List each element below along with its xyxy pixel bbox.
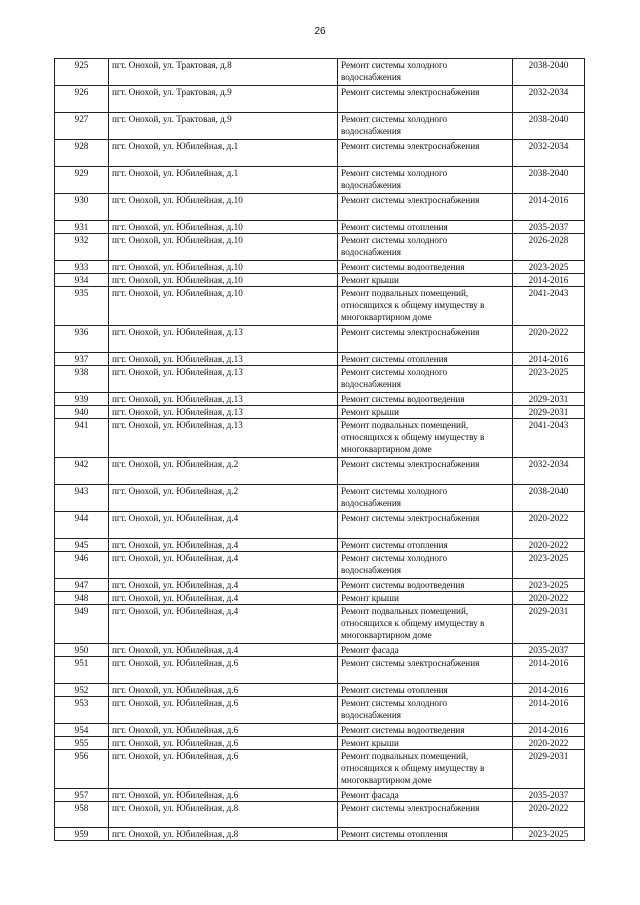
period-cell: 2029-2031 <box>513 750 585 789</box>
table-row <box>55 167 585 194</box>
period-cell: 2032-2034 <box>513 140 585 167</box>
address-cell: пгт. Онохой, ул. Юбилейная, д.8 <box>109 802 338 828</box>
period-cell: 2023-2025 <box>513 261 585 274</box>
work-type-cell: Ремонт системы электроснабжения <box>338 194 513 221</box>
address-cell: пгт. Онохой, ул. Юбилейная, д.4 <box>109 605 338 644</box>
row-number-cell: 925 <box>55 59 109 86</box>
address-cell: пгт. Онохой, ул. Юбилейная, д.10 <box>109 274 338 287</box>
row-number-cell: 942 <box>55 458 109 485</box>
address-cell: пгт. Онохой, ул. Юбилейная, д.10 <box>109 221 338 234</box>
table-row <box>55 366 585 393</box>
work-type-cell: Ремонт фасада <box>338 789 513 802</box>
row-number-cell: 939 <box>55 393 109 406</box>
period-cell: 2029-2031 <box>513 393 585 406</box>
row-number-cell: 946 <box>55 552 109 579</box>
work-type-cell: Ремонт подвальных помещений, относящихся к общему имуществу в многоквартирном доме <box>338 287 513 326</box>
table-row <box>55 59 585 86</box>
period-cell: 2023-2025 <box>513 366 585 393</box>
period-cell: 2014-2016 <box>513 194 585 221</box>
row-number-cell: 955 <box>55 737 109 750</box>
address-cell: пгт. Онохой, ул. Юбилейная, д.10 <box>109 194 338 221</box>
row-number-cell: 956 <box>55 750 109 789</box>
work-type-cell: Ремонт системы электроснабжения <box>338 802 513 828</box>
row-number-cell: 932 <box>55 234 109 261</box>
work-type-cell: Ремонт фасада <box>338 644 513 657</box>
table-row <box>55 592 585 605</box>
work-type-cell: Ремонт системы холодного водоснабжения <box>338 697 513 724</box>
row-number-cell: 935 <box>55 287 109 326</box>
work-type-cell: Ремонт системы холодного водоснабжения <box>338 485 513 512</box>
table-row <box>55 828 585 841</box>
table-row <box>55 789 585 802</box>
table-row <box>55 326 585 353</box>
row-number-cell: 959 <box>55 828 109 841</box>
address-cell: пгт. Онохой, ул. Трактовая, д.9 <box>109 86 338 113</box>
table-row <box>55 393 585 406</box>
address-cell: пгт. Онохой, ул. Юбилейная, д.10 <box>109 261 338 274</box>
address-cell: пгт. Онохой, ул. Юбилейная, д.2 <box>109 485 338 512</box>
address-cell: пгт. Онохой, ул. Юбилейная, д.2 <box>109 458 338 485</box>
address-cell: пгт. Онохой, ул. Юбилейная, д.10 <box>109 234 338 261</box>
table-row <box>55 684 585 697</box>
address-cell: пгт. Онохой, ул. Юбилейная, д.6 <box>109 697 338 724</box>
address-cell: пгт. Онохой, ул. Трактовая, д.8 <box>109 59 338 86</box>
work-type-cell: Ремонт системы электроснабжения <box>338 86 513 113</box>
work-type-cell: Ремонт системы холодного водоснабжения <box>338 113 513 140</box>
address-cell: пгт. Онохой, ул. Юбилейная, д.13 <box>109 419 338 458</box>
table-row <box>55 802 585 828</box>
work-type-cell: Ремонт системы водоотведения <box>338 579 513 592</box>
row-number-cell: 938 <box>55 366 109 393</box>
table-row <box>55 287 585 326</box>
period-cell: 2038-2040 <box>513 59 585 86</box>
address-cell: пгт. Онохой, ул. Юбилейная, д.6 <box>109 684 338 697</box>
page-number: 26 <box>314 26 326 37</box>
row-number-cell: 957 <box>55 789 109 802</box>
row-number-cell: 933 <box>55 261 109 274</box>
work-type-cell: Ремонт системы холодного водоснабжения <box>338 234 513 261</box>
row-number-cell: 941 <box>55 419 109 458</box>
row-number-cell: 949 <box>55 605 109 644</box>
period-cell: 2020-2022 <box>513 326 585 353</box>
period-cell: 2023-2025 <box>513 579 585 592</box>
period-cell: 2041-2043 <box>513 287 585 326</box>
address-cell: пгт. Онохой, ул. Юбилейная, д.4 <box>109 579 338 592</box>
table-row <box>55 86 585 113</box>
work-type-cell: Ремонт системы отопления <box>338 221 513 234</box>
address-cell: пгт. Онохой, ул. Юбилейная, д.6 <box>109 657 338 684</box>
row-number-cell: 948 <box>55 592 109 605</box>
table-row <box>55 406 585 419</box>
address-cell: пгт. Онохой, ул. Юбилейная, д.6 <box>109 724 338 737</box>
table-row <box>55 194 585 221</box>
period-cell: 2020-2022 <box>513 592 585 605</box>
period-cell: 2020-2022 <box>513 512 585 539</box>
period-cell: 2014-2016 <box>513 274 585 287</box>
period-cell: 2014-2016 <box>513 697 585 724</box>
period-cell: 2029-2031 <box>513 406 585 419</box>
row-number-cell: 958 <box>55 802 109 828</box>
work-type-cell: Ремонт системы холодного водоснабжения <box>338 59 513 86</box>
period-cell: 2014-2016 <box>513 724 585 737</box>
address-cell: пгт. Онохой, ул. Юбилейная, д.8 <box>109 828 338 841</box>
work-type-cell: Ремонт системы водоотведения <box>338 261 513 274</box>
address-cell: пгт. Онохой, ул. Юбилейная, д.13 <box>109 326 338 353</box>
period-cell: 2020-2022 <box>513 737 585 750</box>
address-cell: пгт. Онохой, ул. Юбилейная, д.6 <box>109 789 338 802</box>
address-cell: пгт. Онохой, ул. Юбилейная, д.4 <box>109 552 338 579</box>
address-cell: пгт. Онохой, ул. Юбилейная, д.1 <box>109 140 338 167</box>
address-cell: пгт. Онохой, ул. Трактовая, д.9 <box>109 113 338 140</box>
table-row <box>55 512 585 539</box>
table-row <box>55 234 585 261</box>
row-number-cell: 930 <box>55 194 109 221</box>
row-number-cell: 950 <box>55 644 109 657</box>
table-row <box>55 261 585 274</box>
table-row <box>55 485 585 512</box>
work-type-cell: Ремонт системы водоотведения <box>338 393 513 406</box>
table-row <box>55 140 585 167</box>
work-type-cell: Ремонт системы отопления <box>338 539 513 552</box>
work-type-cell: Ремонт системы холодного водоснабжения <box>338 167 513 194</box>
address-cell: пгт. Онохой, ул. Юбилейная, д.4 <box>109 644 338 657</box>
period-cell: 2035-2037 <box>513 789 585 802</box>
work-type-cell: Ремонт подвальных помещений, относящихся к общему имуществу в многоквартирном доме <box>338 419 513 458</box>
period-cell: 2023-2025 <box>513 828 585 841</box>
address-cell: пгт. Онохой, ул. Юбилейная, д.4 <box>109 592 338 605</box>
row-number-cell: 944 <box>55 512 109 539</box>
work-type-cell: Ремонт системы холодного водоснабжения <box>338 366 513 393</box>
period-cell: 2038-2040 <box>513 167 585 194</box>
address-cell: пгт. Онохой, ул. Юбилейная, д.1 <box>109 167 338 194</box>
work-type-cell: Ремонт системы электроснабжения <box>338 140 513 167</box>
work-type-cell: Ремонт подвальных помещений, относящихся к общему имуществу в многоквартирном доме <box>338 750 513 789</box>
table-row <box>55 737 585 750</box>
row-number-cell: 926 <box>55 86 109 113</box>
repair-schedule-table <box>54 58 585 841</box>
table-row <box>55 458 585 485</box>
address-cell: пгт. Онохой, ул. Юбилейная, д.6 <box>109 737 338 750</box>
table-row <box>55 353 585 366</box>
table-row <box>55 724 585 737</box>
period-cell: 2014-2016 <box>513 657 585 684</box>
table-row <box>55 579 585 592</box>
work-type-cell: Ремонт системы электроснабжения <box>338 458 513 485</box>
table-row <box>55 419 585 458</box>
period-cell: 2035-2037 <box>513 644 585 657</box>
row-number-cell: 952 <box>55 684 109 697</box>
period-cell: 2038-2040 <box>513 485 585 512</box>
period-cell: 2032-2034 <box>513 86 585 113</box>
work-type-cell: Ремонт системы отопления <box>338 353 513 366</box>
row-number-cell: 943 <box>55 485 109 512</box>
row-number-cell: 953 <box>55 697 109 724</box>
row-number-cell: 934 <box>55 274 109 287</box>
work-type-cell: Ремонт крыши <box>338 274 513 287</box>
table-row <box>55 113 585 140</box>
table-row <box>55 644 585 657</box>
row-number-cell: 936 <box>55 326 109 353</box>
work-type-cell: Ремонт системы отопления <box>338 684 513 697</box>
period-cell: 2032-2034 <box>513 458 585 485</box>
period-cell: 2038-2040 <box>513 113 585 140</box>
work-type-cell: Ремонт подвальных помещений, относящихся к общему имуществу в многоквартирном доме <box>338 605 513 644</box>
period-cell: 2014-2016 <box>513 684 585 697</box>
address-cell: пгт. Онохой, ул. Юбилейная, д.6 <box>109 750 338 789</box>
period-cell: 2014-2016 <box>513 353 585 366</box>
table-row <box>55 552 585 579</box>
table-row <box>55 750 585 789</box>
table-row <box>55 605 585 644</box>
address-cell: пгт. Онохой, ул. Юбилейная, д.13 <box>109 393 338 406</box>
table-row <box>55 274 585 287</box>
work-type-cell: Ремонт системы холодного водоснабжения <box>338 552 513 579</box>
table-row <box>55 657 585 684</box>
row-number-cell: 929 <box>55 167 109 194</box>
work-type-cell: Ремонт системы электроснабжения <box>338 326 513 353</box>
work-type-cell: Ремонт системы электроснабжения <box>338 512 513 539</box>
period-cell: 2029-2031 <box>513 605 585 644</box>
row-number-cell: 937 <box>55 353 109 366</box>
row-number-cell: 947 <box>55 579 109 592</box>
row-number-cell: 940 <box>55 406 109 419</box>
table-row <box>55 539 585 552</box>
address-cell: пгт. Онохой, ул. Юбилейная, д.13 <box>109 353 338 366</box>
address-cell: пгт. Онохой, ул. Юбилейная, д.10 <box>109 287 338 326</box>
period-cell: 2020-2022 <box>513 539 585 552</box>
period-cell: 2020-2022 <box>513 802 585 828</box>
row-number-cell: 931 <box>55 221 109 234</box>
row-number-cell: 954 <box>55 724 109 737</box>
row-number-cell: 927 <box>55 113 109 140</box>
period-cell: 2035-2037 <box>513 221 585 234</box>
table-row <box>55 221 585 234</box>
address-cell: пгт. Онохой, ул. Юбилейная, д.4 <box>109 512 338 539</box>
address-cell: пгт. Онохой, ул. Юбилейная, д.13 <box>109 366 338 393</box>
work-type-cell: Ремонт системы водоотведения <box>338 724 513 737</box>
address-cell: пгт. Онохой, ул. Юбилейная, д.4 <box>109 539 338 552</box>
row-number-cell: 945 <box>55 539 109 552</box>
address-cell: пгт. Онохой, ул. Юбилейная, д.13 <box>109 406 338 419</box>
row-number-cell: 928 <box>55 140 109 167</box>
table-row <box>55 697 585 724</box>
work-type-cell: Ремонт системы электроснабжения <box>338 657 513 684</box>
period-cell: 2041-2043 <box>513 419 585 458</box>
period-cell: 2023-2025 <box>513 552 585 579</box>
work-type-cell: Ремонт крыши <box>338 737 513 750</box>
period-cell: 2026-2028 <box>513 234 585 261</box>
row-number-cell: 951 <box>55 657 109 684</box>
work-type-cell: Ремонт системы отопления <box>338 828 513 841</box>
work-type-cell: Ремонт крыши <box>338 592 513 605</box>
work-type-cell: Ремонт крыши <box>338 406 513 419</box>
